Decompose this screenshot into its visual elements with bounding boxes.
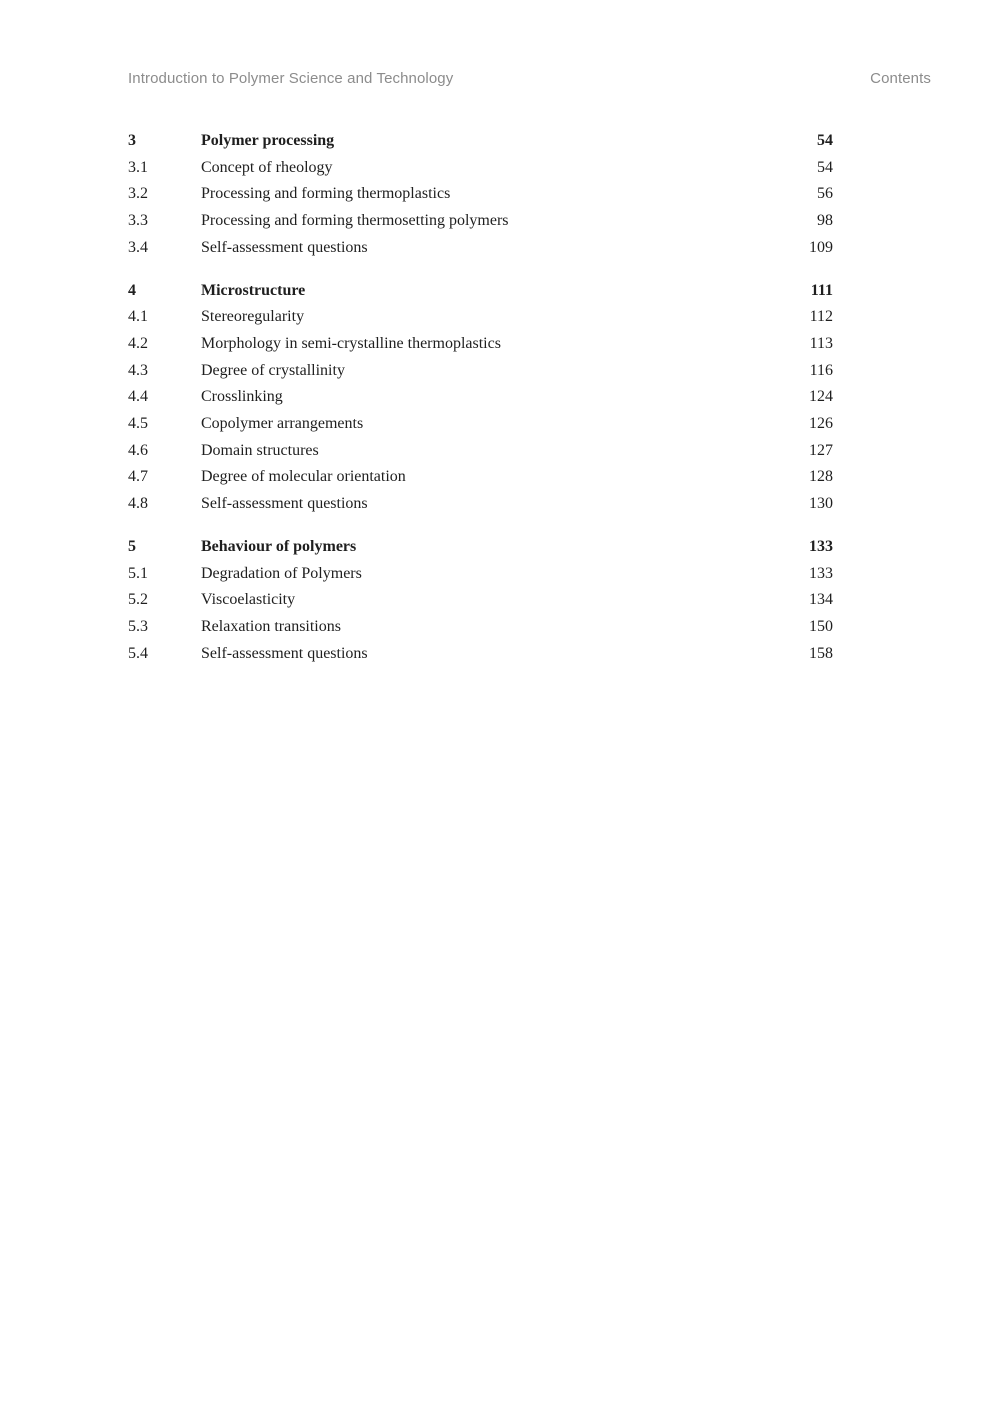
- toc-entry-page: 130: [809, 495, 833, 513]
- toc-entry-row: [128, 614, 833, 641]
- toc-entry-row: [128, 331, 833, 358]
- toc-entry-row: [128, 358, 833, 385]
- header-book-title: Introduction to Polymer Science and Technology: [128, 70, 454, 87]
- toc-entry-number: 4.3: [128, 361, 148, 379]
- toc-entry-title: Morphology in semi-crystalline thermoplastics: [201, 334, 501, 352]
- toc-entry-page: 98: [817, 212, 833, 230]
- toc-entry-row: [128, 587, 833, 614]
- toc-entry-title: Stereoregularity: [201, 308, 305, 326]
- toc-entry-row: [128, 641, 833, 668]
- toc-entry-page: 109: [809, 238, 833, 256]
- toc-section: [128, 534, 833, 668]
- toc-entry-number: 3.3: [128, 212, 148, 230]
- toc-entry-number: 5.2: [128, 591, 148, 609]
- toc-entry-number: 5.3: [128, 617, 148, 635]
- toc-entry-page: 127: [809, 441, 833, 459]
- toc-entry-title: Domain structures: [201, 441, 319, 459]
- toc-entry-title: Viscoelasticity: [201, 591, 296, 609]
- toc-chapter-row: [128, 128, 833, 155]
- toc-entry-title: Relaxation transitions: [201, 617, 341, 635]
- toc-entry-number: 5: [128, 537, 136, 555]
- toc-entry-row: [128, 304, 833, 331]
- toc-entry-row: [128, 411, 833, 438]
- toc-entry-number: 3.1: [128, 158, 148, 176]
- toc-entry-number: 4: [128, 281, 136, 299]
- toc-entry-page: 128: [809, 468, 833, 486]
- toc-entry-page: 112: [809, 308, 833, 326]
- toc-entry-number: 3.4: [128, 238, 148, 256]
- toc-entry-title: Degree of molecular orientation: [201, 468, 406, 486]
- toc-entry-row: [128, 491, 833, 518]
- toc-entry-title: Processing and forming thermosetting polymers: [201, 212, 509, 230]
- toc-chapter-row: [128, 534, 833, 561]
- toc-entry-title: Crosslinking: [201, 388, 283, 406]
- toc-entry-number: 4.8: [128, 495, 148, 513]
- toc-entry-page: 113: [809, 334, 833, 352]
- toc-entry-page: 134: [809, 591, 833, 609]
- toc-entry-title: Processing and forming thermoplastics: [201, 185, 451, 203]
- toc-entry-number: 4.4: [128, 388, 148, 406]
- toc-entry-page: 158: [809, 644, 833, 662]
- toc-entry-title: Degree of crystallinity: [201, 361, 345, 379]
- toc-entry-title: Microstructure: [201, 281, 306, 299]
- toc-entry-number: 4.2: [128, 334, 148, 352]
- toc-entry-row: [128, 181, 833, 208]
- toc-entry-row: [128, 235, 833, 262]
- toc-entry-row: [128, 464, 833, 491]
- toc-entry-row: [128, 384, 833, 411]
- running-header: [128, 70, 931, 87]
- toc-entry-number: 4.1: [128, 308, 148, 326]
- toc-entry-title: Copolymer arrangements: [201, 415, 364, 433]
- toc-entry-title: Behaviour of polymers: [201, 537, 357, 555]
- toc-entry-row: [128, 155, 833, 182]
- toc-entry-page: 111: [810, 281, 833, 299]
- toc-entry-title: Self-assessment questions: [201, 644, 368, 662]
- toc-entry-row: [128, 561, 833, 588]
- toc-entry-page: 133: [809, 564, 833, 582]
- toc-entry-number: 5.4: [128, 644, 148, 662]
- table-of-contents: [128, 128, 833, 683]
- toc-entry-page: 133: [809, 537, 833, 555]
- header-contents-label: Contents: [870, 70, 931, 87]
- toc-entry-number: 4.7: [128, 468, 148, 486]
- toc-entry-page: 126: [809, 415, 833, 433]
- toc-section: [128, 128, 833, 262]
- toc-entry-number: 4.6: [128, 441, 148, 459]
- toc-entry-title: Concept of rheology: [201, 158, 333, 176]
- toc-entry-row: [128, 208, 833, 235]
- toc-chapter-row: [128, 278, 833, 305]
- toc-entry-number: 3: [128, 132, 136, 149]
- toc-entry-page: 116: [809, 361, 833, 379]
- toc-entry-title: Polymer processing: [201, 132, 335, 149]
- toc-entry-title: Self-assessment questions: [201, 495, 368, 513]
- toc-entry-number: 4.5: [128, 415, 148, 433]
- toc-entry-number: 5.1: [128, 564, 148, 582]
- toc-entry-page: 56: [817, 185, 833, 203]
- toc-entry-page: 124: [809, 388, 833, 406]
- toc-entry-row: [128, 438, 833, 465]
- toc-entry-page: 150: [809, 617, 833, 635]
- toc-entry-page: 54: [817, 132, 833, 149]
- toc-entry-title: Self-assessment questions: [201, 238, 368, 256]
- toc-section: [128, 278, 833, 518]
- toc-entry-page: 54: [817, 158, 833, 176]
- toc-entry-title: Degradation of Polymers: [201, 564, 362, 582]
- toc-entry-number: 3.2: [128, 185, 148, 203]
